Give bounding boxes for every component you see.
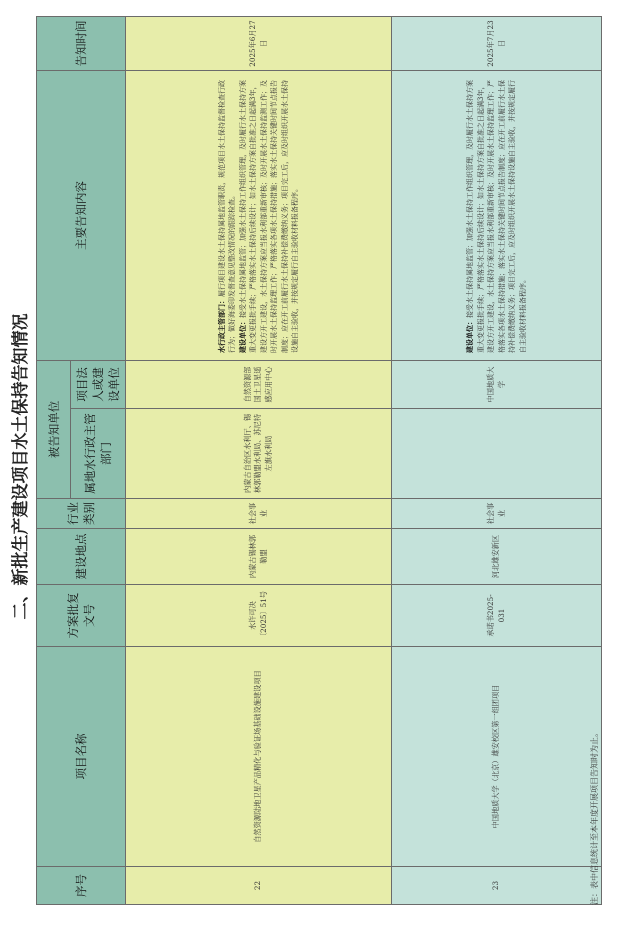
header-project-name: 项目名称 xyxy=(37,647,126,867)
header-content: 主要告知内容 xyxy=(37,71,126,361)
cell-legal-unit: 自然资源部国土卫星遥感应用中心 xyxy=(126,361,392,409)
cell-legal-unit: 中国地质大学 xyxy=(392,361,602,409)
table-row xyxy=(126,17,392,905)
notification-table xyxy=(36,16,602,905)
cell-date: 2025年6月27日 xyxy=(126,17,392,71)
cell-water-dept: 内蒙古自治区水利厅、锡林郭勒盟水利局、苏尼特左旗水利局 xyxy=(126,409,392,499)
content-label: 水行政主管部门： xyxy=(216,297,226,353)
cell-location: 河北雄安新区 xyxy=(392,529,602,585)
header-water-dept: 属地水行政主管部门 xyxy=(71,409,126,499)
page-title: 二、新批生产建设项目水土保持告知情况 xyxy=(11,313,31,620)
header-row xyxy=(37,17,71,905)
header-industry: 行业类别 xyxy=(37,499,126,529)
cell-industry: 社会事业 xyxy=(392,499,602,529)
table-row xyxy=(392,17,602,905)
cell-project-name: 自然资源陆地卫星产品精化与验证场基础设施建设项目 xyxy=(126,647,392,867)
cell-seq: 22 xyxy=(126,867,392,905)
cell-content xyxy=(126,71,392,361)
header-seq: 序号 xyxy=(37,867,126,905)
cell-approval-doc: 承诺书2025-031 xyxy=(392,585,602,647)
cell-date: 2025年7月23日 xyxy=(392,17,602,71)
content-paragraph xyxy=(238,78,301,353)
content-text: 履行项目建设水土保持属地监管职责，规范项目水土保持监督检查行政行为；做好海委印发督查意见整改情况的跟踪检查。 xyxy=(217,80,236,353)
content-text: 接受水土保持属地监管；加强水土保持工作组织管理，及时履行水土保持方案重大变更报批手续；严格落实水土保持后续设计；如水土保持方案自批准之日起满3年，建设方开工建设，水土保持方案应当报水利部重新审核；及时开展水土保持监测工作；及时开展水土保持监理工作；严格落实各项水土保持措施；落实水土保持关键时间节点报告制度；应在开工前履行水土保持补偿费缴纳义务；项目完工后，应及时组织开展水土保持设施自主验收，并按规定履行自主验收材料报备程序。 xyxy=(238,80,299,353)
cell-project-name: 中国地质大学（北京）雄安校区第一组团项目 xyxy=(392,647,602,867)
cell-approval-doc: 水许可决〔2025〕51号 xyxy=(126,585,392,647)
cell-industry: 社会事业 xyxy=(126,499,392,529)
header-location: 建设地点 xyxy=(37,529,126,585)
content-text: 接受水土保持属地监管；加强水土保持工作组织管理，及时履行水土保持方案重大变更报批手续；严格落实水土保持后续设计；如水土保持方案自批准之日起满3年，建设方开工建设，水土保持方案应当报水利部重新审核；及时开展水土保持监理工作；严格落实各项水土保持措施；落实水土保持关键时间节点报告制度；应在开工前履行水土保持补偿费缴纳义务；项目完工后，应及时组织开展水土保持设施自主验收，并按规定履行自主验收材料报备程序。 xyxy=(466,80,527,353)
cell-seq: 23 xyxy=(392,867,602,905)
header-date: 告知时间 xyxy=(37,17,126,71)
header-approval-doc: 方案批复文号 xyxy=(37,585,126,647)
content-paragraph xyxy=(217,78,238,353)
header-legal-unit: 项目法人或建设单位 xyxy=(71,361,126,409)
content-paragraph xyxy=(465,78,528,353)
cell-water-dept xyxy=(392,409,602,499)
cell-location: 内蒙古锡林郭勒盟 xyxy=(126,529,392,585)
cell-content xyxy=(392,71,602,361)
content-label: 建设单位： xyxy=(465,318,474,353)
footnote: 注：表中信息统计至本年度开展项目告知时为止。 xyxy=(590,729,599,905)
content-label: 建设单位： xyxy=(237,318,247,353)
header-notified-unit: 被告知单位 xyxy=(37,361,71,499)
